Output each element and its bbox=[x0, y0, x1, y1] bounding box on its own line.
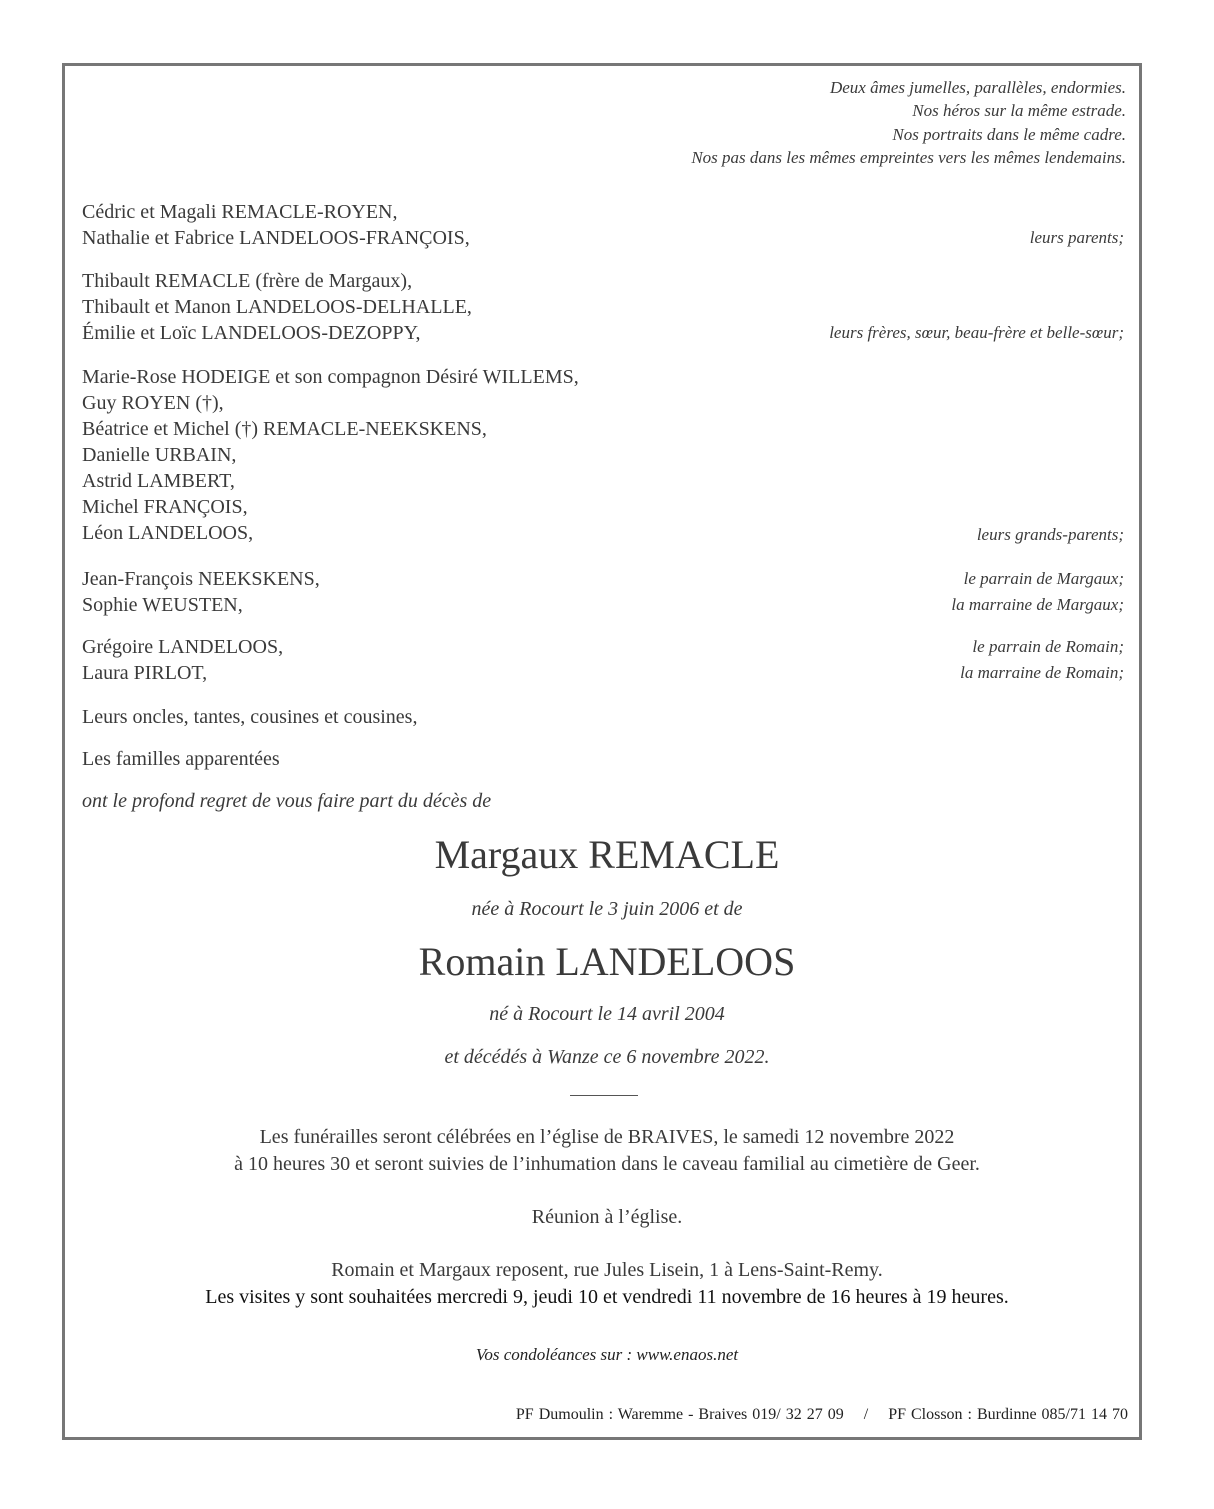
family-name: Jean-François NEEKSKENS, bbox=[82, 568, 320, 590]
parents-label: leurs parents; bbox=[1029, 228, 1124, 247]
funeral-details bbox=[0, 1124, 1214, 1178]
family-name: Grégoire LANDELOOS, bbox=[82, 636, 284, 658]
relatives-line: Leurs oncles, tantes, cousines et cousines, bbox=[82, 706, 418, 728]
family-name: Sophie WEUSTEN, bbox=[82, 594, 243, 616]
godparents-margaux-list bbox=[82, 566, 320, 618]
role-label: la marraine de Margaux; bbox=[951, 595, 1124, 614]
family-name: Nathalie et Fabrice LANDELOOS-FRANÇOIS, bbox=[82, 227, 470, 249]
birth-line-romain: né à Rocourt le 14 avril 2004 bbox=[489, 1003, 725, 1025]
announcement-line: ont le profond regret de vous faire part du décès de bbox=[82, 790, 492, 812]
family-name: Béatrice et Michel (†) REMACLE-NEEKSKENS, bbox=[82, 418, 487, 440]
role-label: le parrain de Margaux; bbox=[963, 569, 1124, 588]
family-name: Léon LANDELOOS, bbox=[82, 522, 254, 544]
family-name: Astrid LAMBERT, bbox=[82, 470, 235, 492]
godparents-romain-list bbox=[82, 634, 283, 686]
family-name: Guy ROYEN (†), bbox=[82, 392, 224, 414]
funeral-line: Les funérailles seront célébrées en l’église de BRAIVES, le samedi 12 novembre 2022 bbox=[259, 1126, 955, 1148]
family-name: Marie-Rose HODEIGE et son compagnon Désiré WILLEMS, bbox=[82, 366, 579, 388]
deceased-name-margaux: Margaux REMACLE bbox=[434, 832, 780, 877]
parents-list bbox=[82, 199, 470, 251]
funeral-home-closson: PF Closson : Burdinne 085/71 14 70 bbox=[888, 1406, 1128, 1423]
grandparents-label: leurs grands-parents; bbox=[976, 525, 1124, 544]
grandparents-list bbox=[82, 364, 579, 546]
godparents-romain-labels bbox=[960, 634, 1124, 686]
epigraph-line: Deux âmes jumelles, parallèles, endormies. bbox=[829, 78, 1126, 97]
visits-line: Les visites y sont souhaitées mercredi 9, jeudi 10 et vendredi 11 novembre de 16 heures à 19 heures. bbox=[205, 1286, 1009, 1308]
role-label: la marraine de Romain; bbox=[960, 663, 1124, 682]
condolences-line: Vos condoléances sur : www.enaos.net bbox=[475, 1345, 739, 1364]
funeral-line: à 10 heures 30 et seront suivies de l’inhumation dans le caveau familial au cimetière de Geer. bbox=[234, 1153, 980, 1175]
epigraph-line: Nos portraits dans le même cadre. bbox=[892, 124, 1126, 144]
siblings-list bbox=[82, 268, 472, 346]
family-name: Thibault REMACLE (frère de Margaux), bbox=[82, 270, 413, 292]
epigraph bbox=[691, 76, 1126, 169]
family-name: Danielle URBAIN, bbox=[82, 444, 237, 466]
footer-separator: / bbox=[863, 1406, 869, 1423]
divider bbox=[570, 1095, 638, 1096]
deceased-name-romain: Romain LANDELOOS bbox=[418, 939, 796, 984]
funeral-home-dumoulin: PF Dumoulin : Waremme - Braives 019/ 32 27 09 bbox=[515, 1406, 844, 1423]
families-line: Les familles apparentées bbox=[82, 748, 280, 770]
siblings-label: leurs frères, sœur, beau-frère et belle-sœur; bbox=[829, 323, 1124, 342]
epigraph-line: Nos pas dans les mêmes empreintes vers les mêmes lendemains. bbox=[691, 147, 1126, 167]
family-name: Laura PIRLOT, bbox=[82, 662, 208, 684]
family-name: Émilie et Loïc LANDELOOS-DEZOPPY, bbox=[82, 322, 421, 344]
family-name: Cédric et Magali REMACLE-ROYEN, bbox=[82, 201, 398, 223]
birth-line-margaux: née à Rocourt le 3 juin 2006 et de bbox=[471, 898, 743, 920]
rest-line: Romain et Margaux reposent, rue Jules Lisein, 1 à Lens-Saint-Remy. bbox=[331, 1259, 883, 1281]
family-name: Thibault et Manon LANDELOOS-DELHALLE, bbox=[82, 296, 472, 318]
funeral-homes-footer bbox=[516, 1405, 1128, 1425]
role-label: le parrain de Romain; bbox=[972, 637, 1124, 656]
death-line: et décédés à Wanze ce 6 novembre 2022. bbox=[444, 1046, 770, 1068]
epigraph-line: Nos héros sur la même estrade. bbox=[912, 101, 1126, 121]
family-name: Michel FRANÇOIS, bbox=[82, 496, 248, 518]
meeting-line: Réunion à l’église. bbox=[531, 1206, 683, 1228]
godparents-margaux-labels bbox=[951, 566, 1124, 618]
